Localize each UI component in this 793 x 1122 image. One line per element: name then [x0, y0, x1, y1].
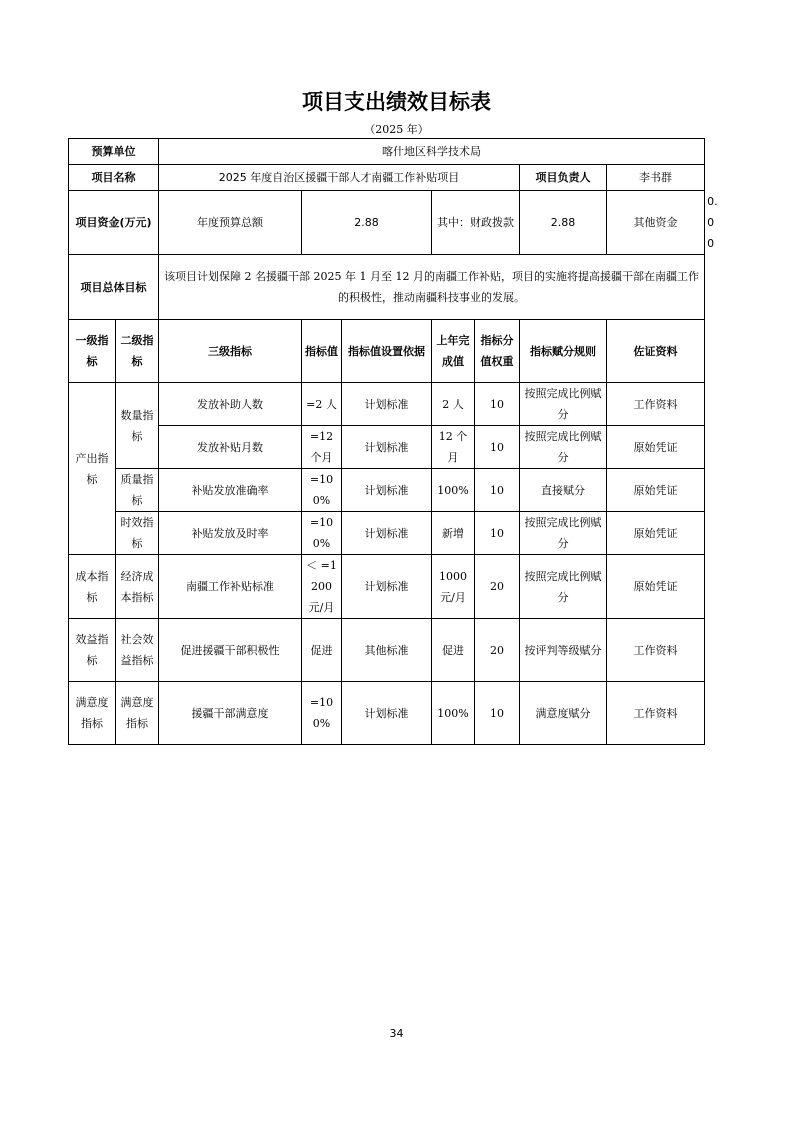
indicator-value: =100%: [302, 682, 342, 745]
project-name-value: 2025 年度自治区援疆干部人才南疆工作补贴项目: [159, 165, 520, 191]
group-economic-cost: 经济成本指标: [116, 555, 159, 619]
budget-unit-value: 喀什地区科学技术局: [159, 139, 705, 165]
indicator-weight: 10: [475, 512, 520, 555]
header-weight: 指标分值权重: [475, 320, 520, 383]
group-timeliness: 时效指标: [116, 512, 159, 555]
header-level2: 二级指标: [116, 320, 159, 383]
indicator-basis: 计划标准: [342, 426, 432, 469]
indicator-evidence: 原始凭证: [607, 469, 705, 512]
indicator-evidence: 工作资料: [607, 383, 705, 426]
indicator-weight: 10: [475, 682, 520, 745]
indicator-value: =100%: [302, 512, 342, 555]
header-target-value: 指标值: [302, 320, 342, 383]
indicator-name: 补贴发放及时率: [159, 512, 302, 555]
indicator-evidence: 原始凭证: [607, 555, 705, 619]
indicator-last-year: 新增: [432, 512, 475, 555]
indicator-value: =100%: [302, 469, 342, 512]
indicator-value: =12 个月: [302, 426, 342, 469]
indicator-basis: 计划标准: [342, 682, 432, 745]
project-leader-value: 李书群: [607, 165, 705, 191]
group-satisfaction: 满意度指标: [69, 682, 116, 745]
indicator-name: 发放补助人数: [159, 383, 302, 426]
project-leader-label: 项目负责人: [520, 165, 607, 191]
budget-unit-label: 预算单位: [69, 139, 159, 165]
header-level1: 一级指标: [69, 320, 116, 383]
indicator-name: 补贴发放准确率: [159, 469, 302, 512]
indicator-last-year: 1000 元/月: [432, 555, 475, 619]
table-row: [69, 619, 705, 682]
header-level3: 三级指标: [159, 320, 302, 383]
indicator-name: 促进援疆干部积极性: [159, 619, 302, 682]
table-row: [69, 512, 705, 555]
indicator-value: 促进: [302, 619, 342, 682]
annual-total-value: 2.88: [302, 191, 432, 255]
overall-goal-label: 项目总体目标: [69, 255, 159, 320]
annual-total-label: 年度预算总额: [159, 191, 302, 255]
header-last-year: 上年完成值: [432, 320, 475, 383]
indicator-rule: 按评判等级赋分: [520, 619, 607, 682]
group-quantity: 数量指标: [116, 383, 159, 469]
indicator-rule: 按照完成比例赋分: [520, 383, 607, 426]
indicator-rule: 满意度赋分: [520, 682, 607, 745]
table-row: [69, 555, 705, 619]
indicator-evidence: 工作资料: [607, 619, 705, 682]
indicator-last-year: 12 个月: [432, 426, 475, 469]
indicator-weight: 10: [475, 383, 520, 426]
header-basis: 指标值设置依据: [342, 320, 432, 383]
indicator-weight: 10: [475, 426, 520, 469]
project-name-label: 项目名称: [69, 165, 159, 191]
indicator-name: 南疆工作补贴标准: [159, 555, 302, 619]
group-output: 产出指标: [69, 383, 116, 555]
indicator-weight: 20: [475, 555, 520, 619]
indicator-basis: 计划标准: [342, 512, 432, 555]
indicator-name: 发放补贴月数: [159, 426, 302, 469]
indicator-value: =2 人: [302, 383, 342, 426]
indicator-last-year: 100%: [432, 469, 475, 512]
table-row: [69, 469, 705, 512]
header-scoring-rule: 指标赋分规则: [520, 320, 607, 383]
group-quality: 质量指标: [116, 469, 159, 512]
indicator-last-year: 促进: [432, 619, 475, 682]
project-funds-label: 项目资金(万元): [69, 191, 159, 255]
indicator-basis: 计划标准: [342, 555, 432, 619]
indicator-basis: 计划标准: [342, 469, 432, 512]
header-evidence: 佐证资料: [607, 320, 705, 383]
indicator-evidence: 原始凭证: [607, 426, 705, 469]
fiscal-funds-label: 其中：财政拨款: [432, 191, 520, 255]
table-row: [69, 682, 705, 745]
group-satisfaction-sub: 满意度指标: [116, 682, 159, 745]
indicator-rule: 直接赋分: [520, 469, 607, 512]
performance-target-table: 预算单位 喀什地区科学技术局 项目名称 2025 年度自治区援疆干部人才南疆工作补贴项目 项目负责人 李书群 项目资金(万元) 年度预算总额 2.88 其中：财政拨款 2.88 其他资金 0.00 项目总体目标 该项目计划保障 2 名援疆干部 2025 年 1 月至 12 月的南疆工作补贴，项目的实施将提高援疆干部在南疆工作的积极性，推动南疆科技事业的发展。 一级指标 二级指标 三级指标 指标值 指标值设置依据 上年完成值 指标分值权重 指标赋分规则 佐证资料 产出指标 数量指标 发放补助人数 =2 人 计划标准 2 人 10 按照完成比例赋分 工作资料 发放补贴月数 =12 个月 计划标准 12 个月 10 按照完成比例赋分 原始凭证 质量指标 补贴发放准确率 =100% 计划标准 100% 10 直接赋分 原始凭证 时效指标 补贴发放及时率 =100% 计划标准 新增 10 按照完成比例赋分 原始凭证 成本指标 经济成本指标 南疆工作补贴标准 ＜ =1200 元/月 计划标准 1000 元/月 20 按照完成比例赋分 原始凭证 效益指标 社会效益指标 促进援疆干部积极性 促进 其他标准 促进 20 按评判等级赋分 工作资料 满意度指标 满意度指标 援疆干部满意度 =100% 计划标准 100% 10 满意度赋分 工作资料: [68, 138, 705, 745]
group-benefit: 效益指标: [69, 619, 116, 682]
fiscal-funds-value: 2.88: [520, 191, 607, 255]
group-social-benefit: 社会效益指标: [116, 619, 159, 682]
indicator-weight: 10: [475, 469, 520, 512]
indicator-rule: 按照完成比例赋分: [520, 555, 607, 619]
indicator-weight: 20: [475, 619, 520, 682]
overall-goal-value: 该项目计划保障 2 名援疆干部 2025 年 1 月至 12 月的南疆工作补贴，项目的实施将提高援疆干部在南疆工作的积极性，推动南疆科技事业的发展。: [159, 255, 705, 320]
indicator-rule: 按照完成比例赋分: [520, 512, 607, 555]
table-row: [69, 426, 705, 469]
table-row: [69, 383, 705, 426]
indicator-evidence: 原始凭证: [607, 512, 705, 555]
indicator-last-year: 2 人: [432, 383, 475, 426]
indicator-basis: 计划标准: [342, 383, 432, 426]
indicator-name: 援疆干部满意度: [159, 682, 302, 745]
other-funds-label: 其他资金: [607, 191, 705, 255]
indicator-rule: 按照完成比例赋分: [520, 426, 607, 469]
year-label: （2025 年）: [364, 123, 429, 136]
indicator-last-year: 100%: [432, 682, 475, 745]
indicator-evidence: 工作资料: [607, 682, 705, 745]
indicator-basis: 其他标准: [342, 619, 432, 682]
page-number: 34: [389, 1027, 404, 1040]
page-title: 项目支出绩效目标表: [302, 90, 491, 114]
group-cost: 成本指标: [69, 555, 116, 619]
indicator-value: ＜ =1200 元/月: [302, 555, 342, 619]
